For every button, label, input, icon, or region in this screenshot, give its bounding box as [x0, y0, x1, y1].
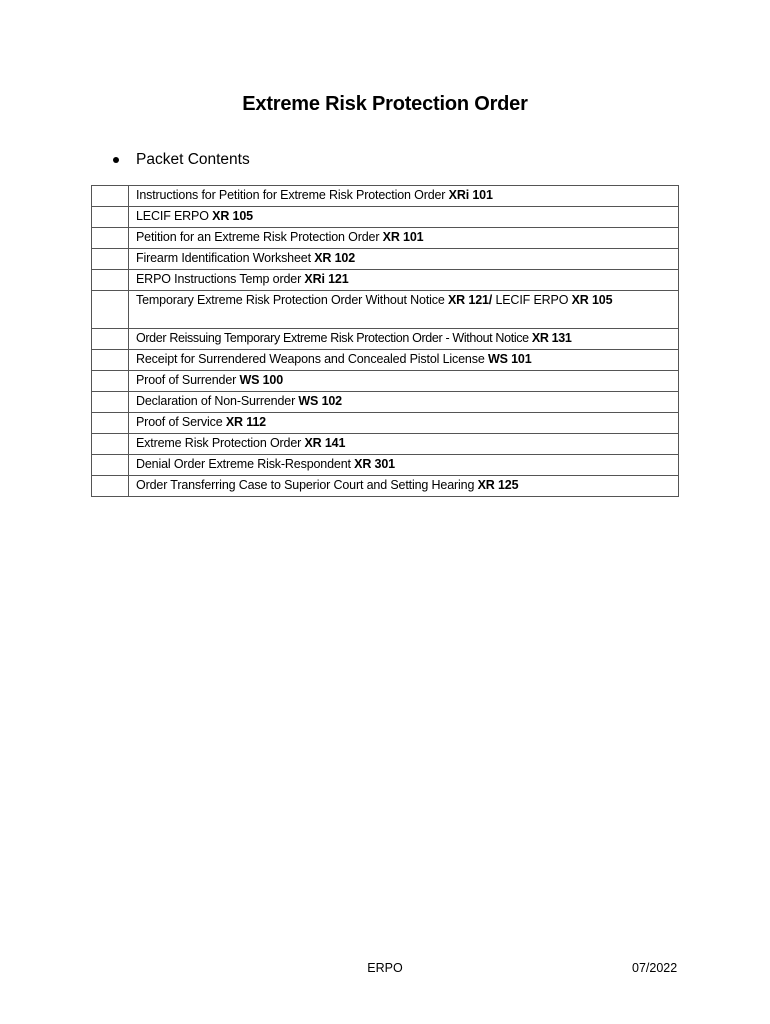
item-text: Receipt for Surrendered Weapons and Concealed Pistol License — [136, 352, 488, 366]
checkbox-cell[interactable] — [92, 371, 129, 392]
table-row — [92, 291, 679, 329]
checkbox-cell[interactable] — [92, 476, 129, 497]
item-text-tail: LECIF ERPO — [492, 293, 572, 307]
form-code: WS 102 — [298, 394, 342, 408]
checkbox-cell[interactable] — [92, 270, 129, 291]
form-code: XR 141 — [304, 436, 346, 450]
item-text: Declaration of Non-Surrender — [136, 394, 299, 408]
item-text: Order Reissuing Temporary Extreme Risk Protection Order - Without Notice — [136, 331, 532, 345]
checkbox-cell[interactable] — [92, 249, 129, 270]
item-text: Instructions for Petition for Extreme Risk Protection Order — [136, 188, 449, 202]
item-cell — [129, 371, 679, 392]
item-cell — [129, 434, 679, 455]
table-row — [92, 249, 679, 270]
item-text: Proof of Surrender — [136, 373, 240, 387]
item-cell — [129, 249, 679, 270]
form-code: XRi 101 — [448, 188, 493, 202]
table-row — [92, 228, 679, 249]
packet-contents-label: Packet Contents — [136, 151, 250, 168]
item-cell — [129, 476, 679, 497]
item-text: Proof of Service — [136, 415, 226, 429]
item-text: Denial Order Extreme Risk-Respondent — [136, 457, 355, 471]
form-code: XR 131 — [531, 331, 572, 345]
checkbox-cell[interactable] — [92, 392, 129, 413]
form-code: XR 101 — [382, 230, 424, 244]
item-cell — [129, 392, 679, 413]
item-text: LECIF ERPO — [136, 209, 213, 223]
table-row — [92, 476, 679, 497]
item-cell — [129, 270, 679, 291]
checkbox-cell[interactable] — [92, 228, 129, 249]
form-code: XRi 121 — [304, 272, 349, 286]
table-row — [92, 434, 679, 455]
item-text: Firearm Identification Worksheet — [136, 251, 315, 265]
table-row — [92, 455, 679, 476]
table-row — [92, 371, 679, 392]
packet-contents-bullet — [113, 151, 250, 169]
checkbox-cell[interactable] — [92, 350, 129, 371]
table-row — [92, 392, 679, 413]
checkbox-cell[interactable] — [92, 455, 129, 476]
form-code: XR 125 — [477, 478, 519, 492]
item-cell — [129, 228, 679, 249]
table-row — [92, 329, 679, 350]
item-cell — [129, 455, 679, 476]
table-row — [92, 413, 679, 434]
table-row — [92, 350, 679, 371]
form-code: XR 112 — [225, 415, 266, 429]
item-cell — [129, 186, 679, 207]
item-text: Temporary Extreme Risk Protection Order Without Notice — [136, 293, 448, 307]
item-cell — [129, 291, 679, 329]
bullet-icon — [113, 157, 119, 163]
item-cell — [129, 329, 679, 350]
form-code: XR 121/ — [448, 293, 493, 307]
item-text: Extreme Risk Protection Order — [136, 436, 305, 450]
checkbox-cell[interactable] — [92, 291, 129, 329]
item-cell — [129, 350, 679, 371]
checkbox-cell[interactable] — [92, 413, 129, 434]
item-cell — [129, 207, 679, 228]
footer-label: ERPO — [367, 961, 403, 975]
checkbox-cell[interactable] — [92, 207, 129, 228]
footer-date: 07/2022 — [632, 961, 678, 975]
form-code: XR 102 — [314, 251, 356, 265]
table-row — [92, 207, 679, 228]
item-text: Order Transferring Case to Superior Court and Setting Hearing — [136, 478, 478, 492]
checkbox-cell[interactable] — [92, 434, 129, 455]
item-text: Petition for an Extreme Risk Protection Order — [136, 230, 383, 244]
form-code-secondary: XR 105 — [571, 293, 613, 307]
item-text: ERPO Instructions Temp order — [136, 272, 305, 286]
packet-contents-table — [91, 185, 679, 497]
table-row — [92, 186, 679, 207]
checkbox-cell[interactable] — [92, 186, 129, 207]
form-code: WS 101 — [487, 352, 532, 366]
page-title: Extreme Risk Protection Order — [242, 93, 528, 115]
form-code: WS 100 — [239, 373, 284, 387]
form-code: XR 105 — [212, 209, 253, 223]
checkbox-cell[interactable] — [92, 329, 129, 350]
table-row — [92, 270, 679, 291]
item-cell — [129, 413, 679, 434]
form-code: XR 301 — [354, 457, 395, 471]
